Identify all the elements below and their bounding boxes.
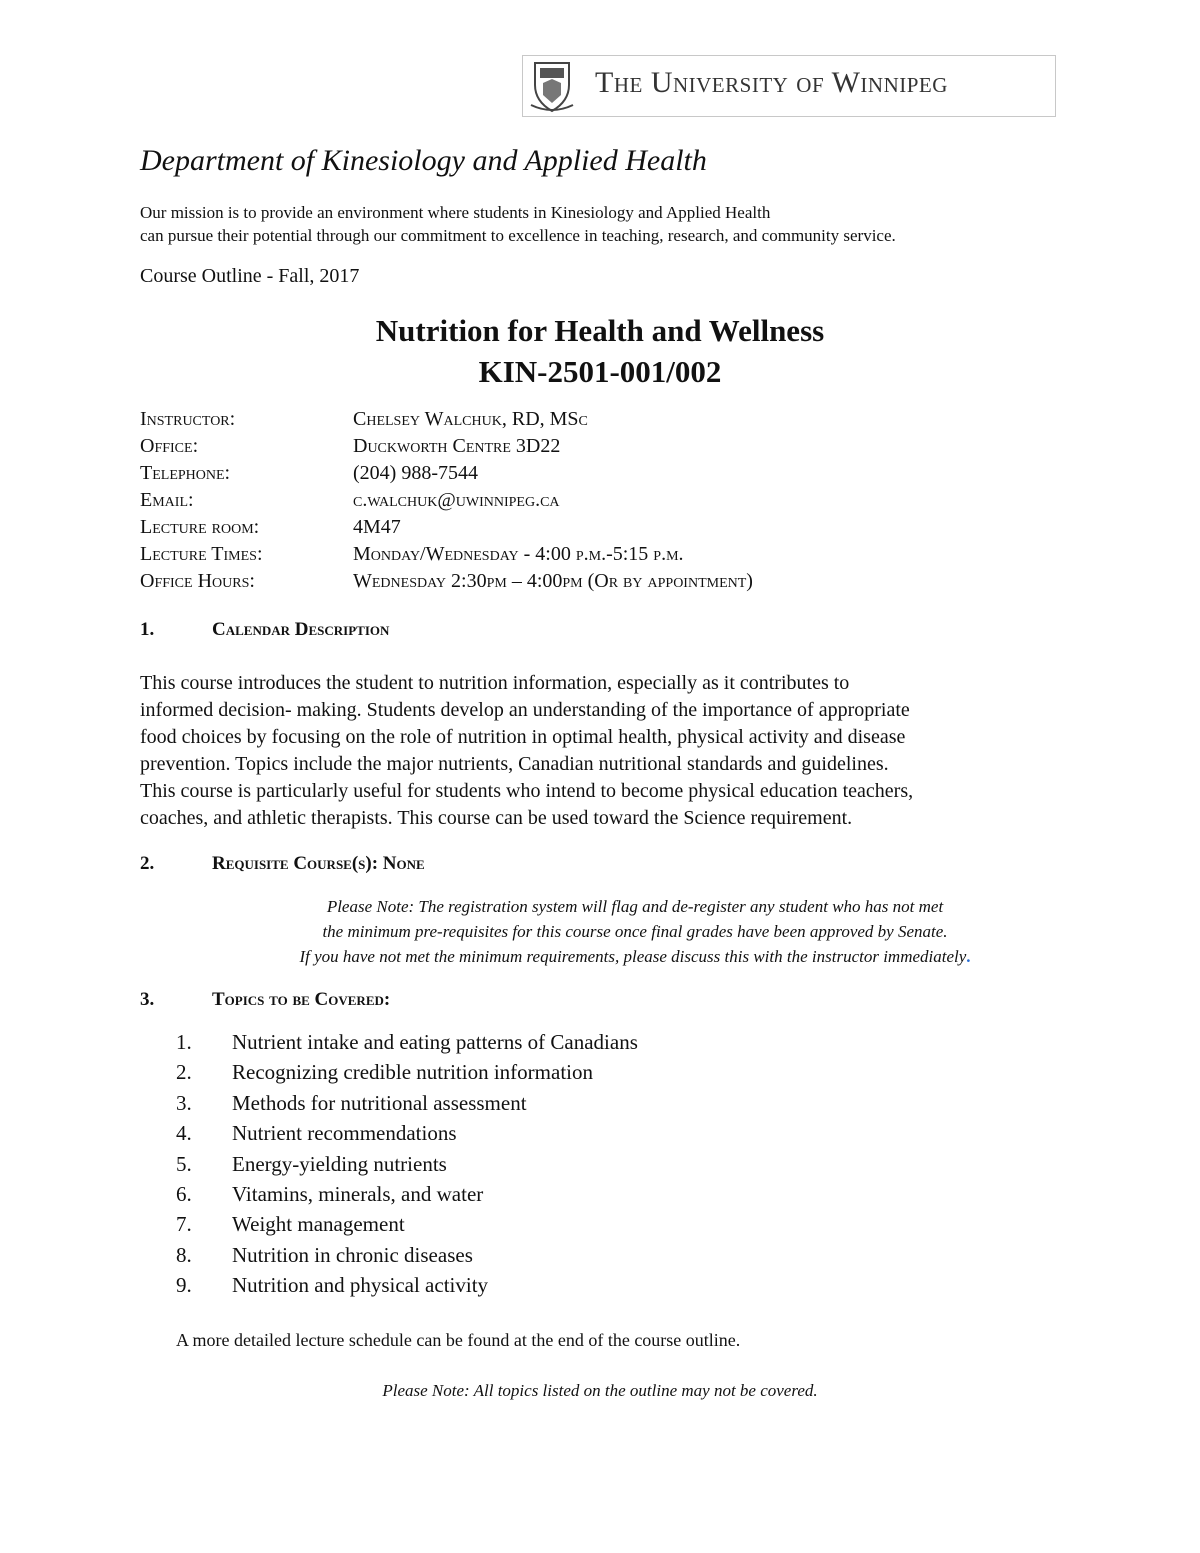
list-item-number: 9. <box>176 1273 192 1298</box>
list-item-number: 1. <box>176 1030 192 1054</box>
note-line: Please Note: The registration system will flag and de-register any student who has not met <box>326 897 944 916</box>
paragraph-line: food choices by focusing on the role of nutrition in optimal health, physical activity and disease <box>140 726 906 748</box>
list-item-text: Weight management <box>232 1212 405 1237</box>
section-title-requisite: Requisite Course(s): None <box>212 853 425 874</box>
course-heading <box>0 310 1200 392</box>
info-value: Duckworth Centre 3D22 <box>353 435 561 457</box>
info-label: Instructor: <box>140 408 236 430</box>
note-line: the minimum pre-requisites for this course once final grades have been approved by Senate. <box>322 922 948 941</box>
mission-line: can pursue their potential through our commitment to excellence in teaching, research, and community service. <box>140 226 896 245</box>
list-item-text: Energy-yielding nutrients <box>232 1151 447 1176</box>
section-number: 1. <box>140 619 155 640</box>
paragraph-line: This course introduces the student to nutrition information, especially as it contributes to <box>140 672 850 694</box>
university-crest-icon <box>529 59 575 113</box>
section-number: 3. <box>140 989 155 1010</box>
section-number: 2. <box>140 853 155 874</box>
list-item-number: 4. <box>176 1121 192 1146</box>
list-item-text: Recognizing credible nutrition information <box>232 1060 593 1085</box>
info-label: Office Hours: <box>140 570 255 592</box>
info-label: Office: <box>140 435 199 457</box>
section-title-topics: Topics to be Covered: <box>212 989 391 1010</box>
course-title: Nutrition for Health and Wellness <box>375 313 825 348</box>
calendar-description <box>140 670 1060 832</box>
list-item-number: 6. <box>176 1181 192 1206</box>
info-label: Email: <box>140 489 194 511</box>
info-value: (204) 988-7544 <box>353 462 478 484</box>
paragraph-line: prevention. Topics include the major nutrients, Canadian nutritional standards and guidelines. <box>140 753 889 775</box>
section-title-calendar: Calendar Description <box>212 619 390 640</box>
mission-line: Our mission is to provide an environment where students in Kinesiology and Applied Health <box>140 203 771 222</box>
info-label: Lecture room: <box>140 516 260 538</box>
paragraph-line: This course is particularly useful for students who intend to become physical education teachers, <box>140 780 914 802</box>
note-line <box>0 944 1200 969</box>
list-item-text: Methods for nutritional assessment <box>232 1090 527 1115</box>
list-item-number: 7. <box>176 1212 192 1237</box>
list-item-text: Nutrition and physical activity <box>232 1273 489 1298</box>
list-item-text: Nutrition in chronic diseases <box>232 1242 473 1267</box>
course-outline-term: Course Outline - Fall, 2017 <box>140 265 360 287</box>
mission-statement <box>140 201 896 247</box>
list-item-text: Nutrient recommendations <box>232 1121 457 1146</box>
paragraph-line: coaches, and athletic therapists. This course can be used toward the Science requirement. <box>140 807 853 829</box>
university-name: The University of Winnipeg <box>595 66 948 99</box>
registration-note <box>0 894 1200 969</box>
course-code: KIN-2501-001/002 <box>478 354 722 389</box>
note-period: . <box>966 947 971 966</box>
paragraph-line: informed decision- making. Students develop an understanding of the importance of appropriate <box>140 699 910 721</box>
info-value: Wednesday 2:30pm – 4:00pm (Or by appointment) <box>353 570 753 592</box>
department-title: Department of Kinesiology and Applied Health <box>140 144 707 177</box>
info-label: Telephone: <box>140 462 231 484</box>
list-item-text: Nutrient intake and eating patterns of Canadians <box>232 1030 638 1054</box>
list-item-text: Vitamins, minerals, and water <box>232 1181 484 1206</box>
list-item-number: 3. <box>176 1090 192 1115</box>
university-logo <box>522 55 1056 117</box>
schedule-note: A more detailed lecture schedule can be found at the end of the course outline. <box>176 1330 741 1350</box>
note-text: If you have not met the minimum requirements, please discuss this with the instructor immediately <box>299 947 967 966</box>
info-value-email[interactable]: c.walchuk@uwinnipeg.ca <box>353 489 560 511</box>
info-value: 4M47 <box>353 516 401 538</box>
list-item-number: 8. <box>176 1242 192 1267</box>
list-item-number: 2. <box>176 1060 192 1085</box>
info-value: Chelsey Walchuk, RD, MSc <box>353 408 588 430</box>
topics-disclaimer: Please Note: All topics listed on the outline may not be covered. <box>382 1381 818 1400</box>
info-label: Lecture Times: <box>140 543 263 565</box>
list-item-number: 5. <box>176 1151 192 1176</box>
info-value: Monday/Wednesday - 4:00 p.m.-5:15 p.m. <box>353 543 684 565</box>
